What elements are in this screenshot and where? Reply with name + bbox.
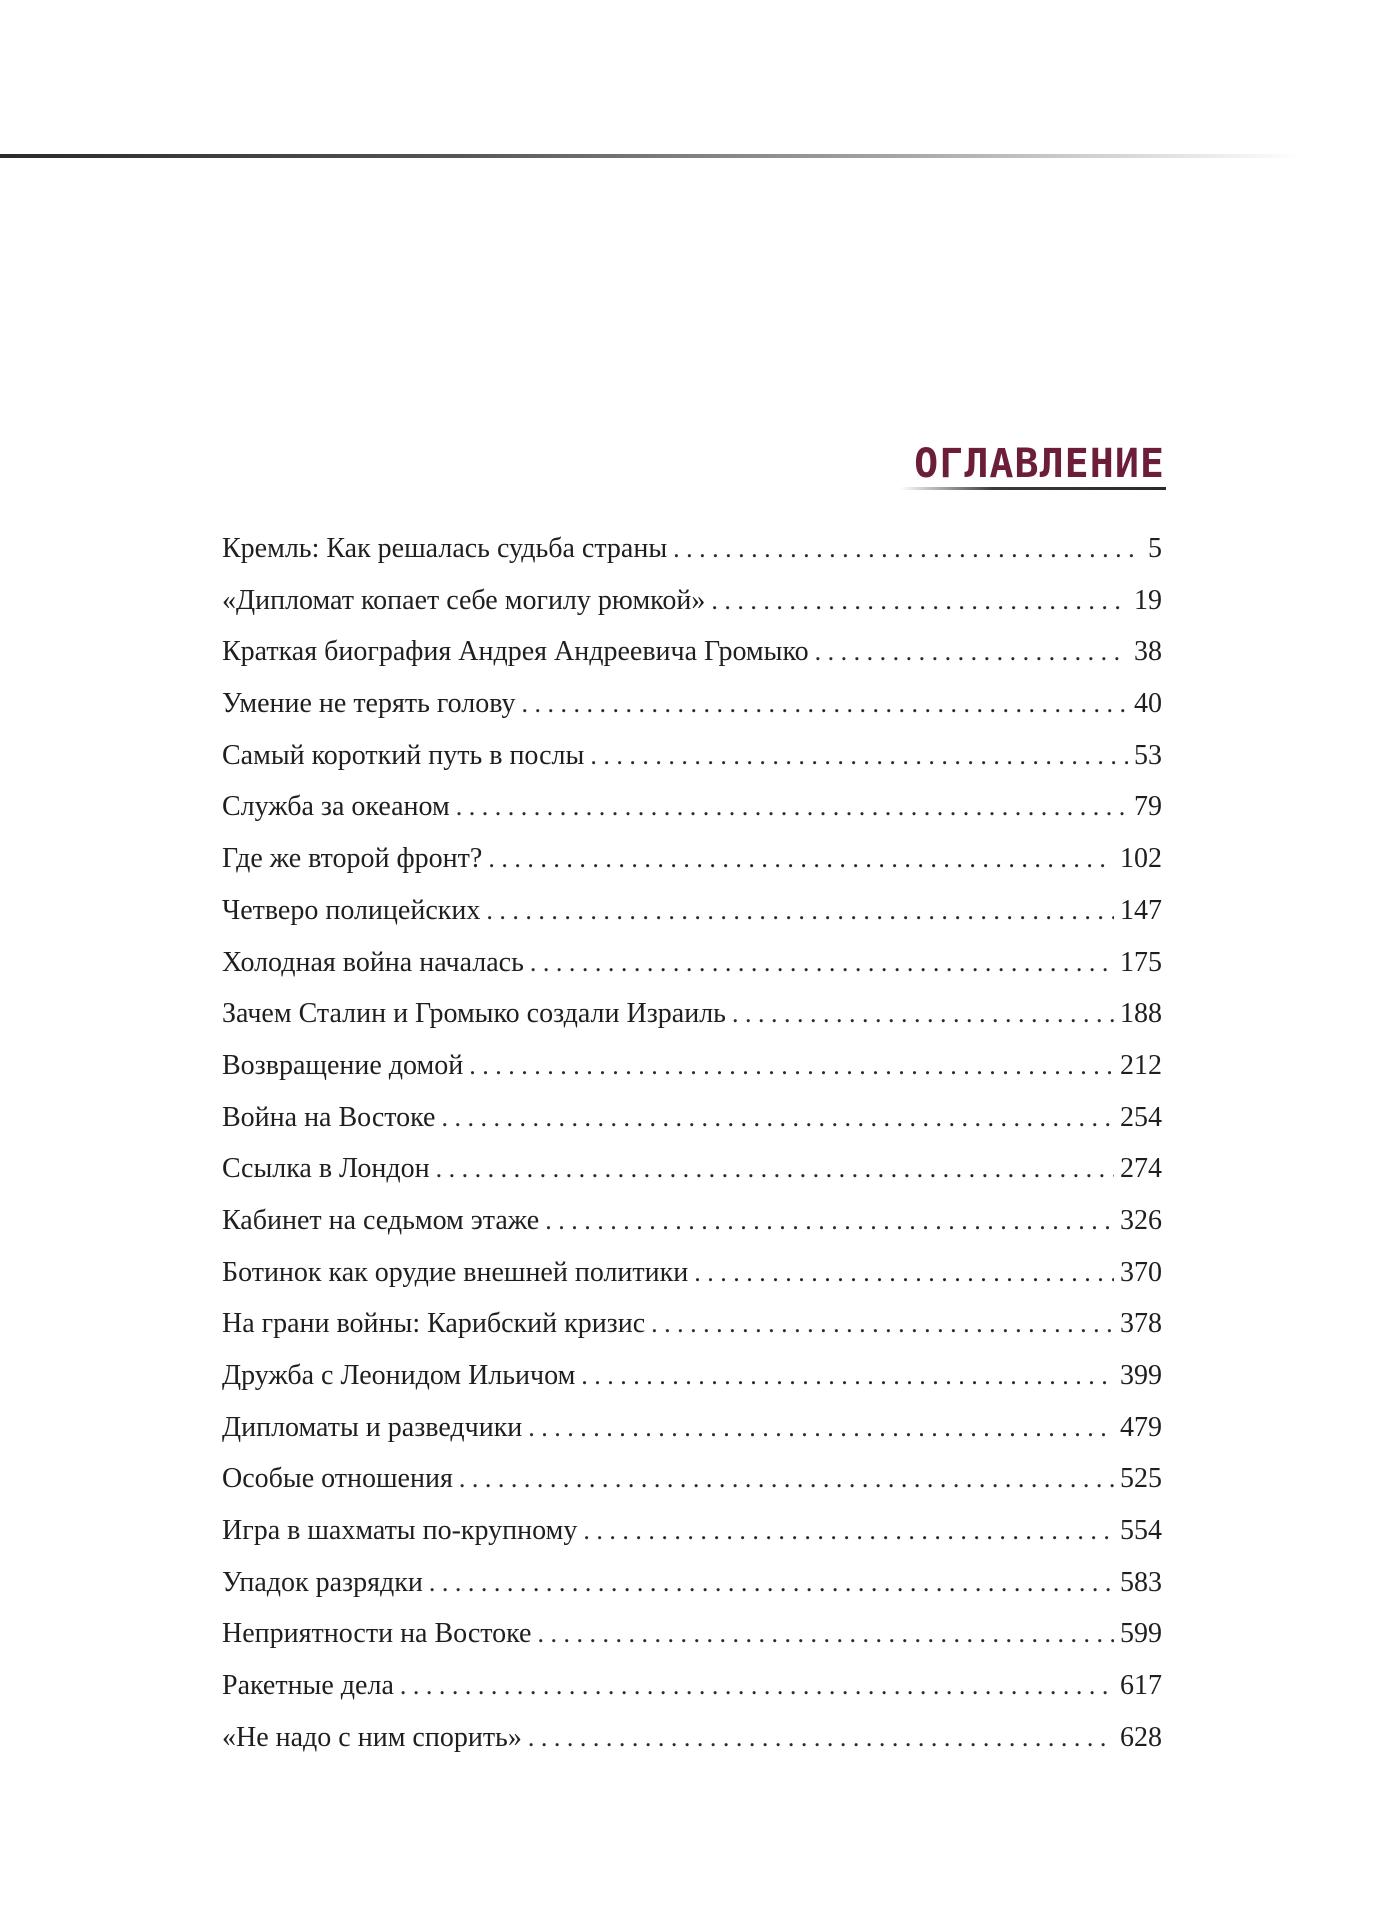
toc-entry[interactable] — [222, 1612, 1162, 1664]
toc-leader-dots — [545, 1199, 1114, 1243]
toc-leader-dots — [651, 1302, 1114, 1346]
toc-entry-title: Зачем Сталин и Громыко создали Израиль — [222, 992, 732, 1036]
toc-leader-dots — [469, 1044, 1114, 1088]
toc-leader-dots — [436, 1147, 1114, 1191]
toc-entry-title: Самый короткий путь в послы — [222, 734, 590, 778]
toc-leader-dots — [694, 1251, 1114, 1295]
toc-entry-page: 554 — [1114, 1509, 1162, 1553]
toc-leader-dots — [429, 1561, 1114, 1605]
toc-entry[interactable] — [222, 1302, 1162, 1354]
toc-list — [222, 527, 1162, 1768]
toc-leader-dots — [530, 941, 1114, 985]
toc-entry[interactable] — [222, 1354, 1162, 1406]
toc-entry-title: Четверо полицейских — [222, 889, 486, 933]
toc-entry[interactable] — [222, 682, 1162, 734]
toc-leader-dots — [673, 527, 1142, 571]
toc-leader-dots — [590, 734, 1128, 778]
toc-entry[interactable] — [222, 992, 1162, 1044]
toc-leader-dots — [537, 1612, 1114, 1656]
toc-entry-page: 79 — [1128, 785, 1162, 829]
toc-leader-dots — [486, 889, 1114, 933]
toc-leader-dots — [456, 785, 1128, 829]
toc-entry-page: 254 — [1114, 1096, 1162, 1140]
toc-entry[interactable] — [222, 1509, 1162, 1561]
toc-entry-title: Ботинок как орудие внешней политики — [222, 1251, 694, 1295]
toc-entry[interactable] — [222, 1457, 1162, 1509]
toc-leader-dots — [442, 1096, 1115, 1140]
toc-entry[interactable] — [222, 630, 1162, 682]
toc-leader-dots — [528, 1716, 1114, 1760]
toc-entry-page: 583 — [1114, 1561, 1162, 1605]
toc-entry[interactable] — [222, 1096, 1162, 1148]
toc-leader-dots — [711, 579, 1128, 623]
toc-leader-dots — [522, 682, 1128, 726]
toc-entry[interactable] — [222, 1406, 1162, 1458]
toc-entry[interactable] — [222, 837, 1162, 889]
toc-entry-title: Кремль: Как решалась судьба страны — [222, 527, 673, 571]
top-rule — [0, 154, 1300, 158]
toc-entry-title: «Не надо с ним спорить» — [222, 1716, 528, 1760]
toc-entry-title: Холодная война началась — [222, 941, 530, 985]
toc-entry-title: Ссылка в Лондон — [222, 1147, 436, 1191]
toc-entry-title: Неприятности на Востоке — [222, 1612, 537, 1656]
toc-entry-page: 370 — [1114, 1251, 1162, 1295]
toc-entry-title: Возвращение домой — [222, 1044, 469, 1088]
toc-entry-title: Кабинет на седьмом этаже — [222, 1199, 545, 1243]
toc-entry[interactable] — [222, 1044, 1162, 1096]
toc-entry-page: 479 — [1114, 1406, 1162, 1450]
toc-entry-title: На грани войны: Карибский кризис — [222, 1302, 651, 1346]
toc-leader-dots — [581, 1354, 1114, 1398]
toc-entry-title: Умение не терять голову — [222, 682, 522, 726]
toc-entry-page: 40 — [1128, 682, 1162, 726]
toc-leader-dots — [583, 1509, 1114, 1553]
toc-entry-title: Служба за океаном — [222, 785, 456, 829]
toc-leader-dots — [815, 630, 1128, 674]
toc-entry-page: 399 — [1114, 1354, 1162, 1398]
toc-entry-page: 5 — [1142, 527, 1162, 571]
toc-entry-page: 188 — [1114, 992, 1162, 1036]
toc-entry-title: Краткая биография Андрея Андреевича Громыко — [222, 630, 815, 674]
toc-entry-title: Дипломаты и разведчики — [222, 1406, 528, 1450]
toc-entry[interactable] — [222, 941, 1162, 993]
toc-entry-page: 102 — [1114, 837, 1162, 881]
toc-entry-page: 212 — [1114, 1044, 1162, 1088]
toc-leader-dots — [488, 837, 1114, 881]
toc-entry-page: 628 — [1114, 1716, 1162, 1760]
heading-underline — [900, 487, 1166, 490]
toc-entry-page: 147 — [1114, 889, 1162, 933]
toc-entry-page: 175 — [1114, 941, 1162, 985]
toc-entry-page: 326 — [1114, 1199, 1162, 1243]
toc-entry-title: Где же второй фронт? — [222, 837, 488, 881]
toc-entry[interactable] — [222, 527, 1162, 579]
toc-entry-title: Упадок разрядки — [222, 1561, 429, 1605]
toc-entry-page: 274 — [1114, 1147, 1162, 1191]
toc-leader-dots — [459, 1457, 1114, 1501]
toc-entry-page: 53 — [1128, 734, 1162, 778]
toc-entry[interactable] — [222, 1561, 1162, 1613]
toc-entry-page: 19 — [1128, 579, 1162, 623]
toc-entry-title: «Дипломат копает себе могилу рюмкой» — [222, 579, 711, 623]
toc-entry-page: 38 — [1128, 630, 1162, 674]
toc-entry[interactable] — [222, 1664, 1162, 1716]
toc-entry[interactable] — [222, 1199, 1162, 1251]
toc-entry-title: Игра в шахматы по-крупному — [222, 1509, 583, 1553]
toc-entry-title: Особые отношения — [222, 1457, 459, 1501]
toc-entry[interactable] — [222, 1147, 1162, 1199]
toc-entry-title: Дружба с Леонидом Ильичом — [222, 1354, 581, 1398]
toc-entry[interactable] — [222, 734, 1162, 786]
toc-leader-dots — [528, 1406, 1114, 1450]
toc-entry[interactable] — [222, 889, 1162, 941]
toc-leader-dots — [732, 992, 1114, 1036]
toc-entry-title: Ракетные дела — [222, 1664, 400, 1708]
toc-entry-page: 378 — [1114, 1302, 1162, 1346]
toc-entry[interactable] — [222, 1716, 1162, 1768]
toc-entry[interactable] — [222, 785, 1162, 837]
toc-entry[interactable] — [222, 579, 1162, 631]
toc-heading: ОГЛАВЛЕНИЕ — [914, 441, 1165, 487]
toc-entry-page: 525 — [1114, 1457, 1162, 1501]
toc-entry[interactable] — [222, 1251, 1162, 1303]
toc-leader-dots — [400, 1664, 1114, 1708]
toc-entry-title: Война на Востоке — [222, 1096, 442, 1140]
toc-entry-page: 599 — [1114, 1612, 1162, 1656]
toc-entry-page: 617 — [1114, 1664, 1162, 1708]
